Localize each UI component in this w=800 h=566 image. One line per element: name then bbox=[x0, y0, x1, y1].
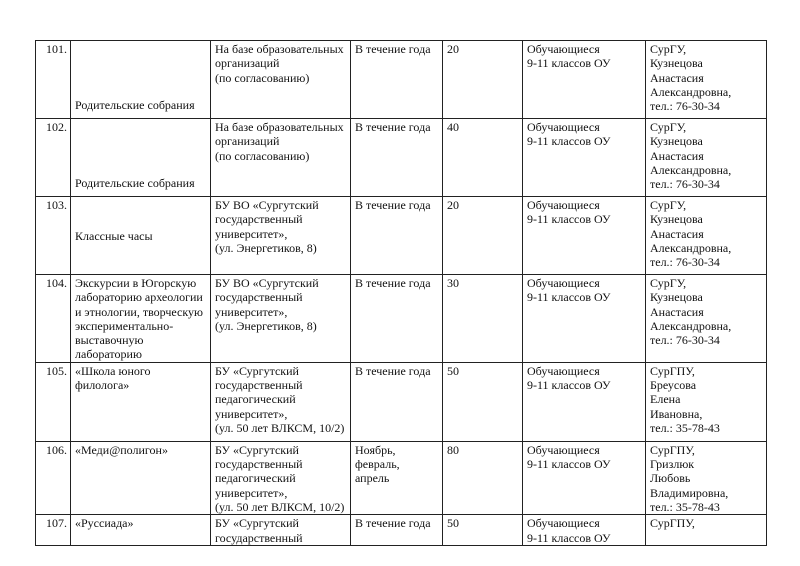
event-date: В течение года bbox=[351, 362, 443, 441]
responsible: СурГУ, Кузнецова Анастасия Александровна, тел.: 76-30-34 bbox=[646, 41, 767, 119]
event-date: В течение года bbox=[351, 119, 443, 197]
events-table bbox=[35, 40, 767, 546]
row-number: 103. bbox=[36, 197, 71, 275]
event-name: «Руссиада» bbox=[71, 515, 211, 546]
participants: Обучающиеся 9-11 классов ОУ bbox=[523, 41, 646, 119]
event-name: «Школа юного филолога» bbox=[71, 362, 211, 441]
row-number: 107. bbox=[36, 515, 71, 546]
table-row bbox=[36, 41, 767, 119]
participant-count: 30 bbox=[443, 275, 523, 363]
participant-count: 50 bbox=[443, 515, 523, 546]
event-date: В течение года bbox=[351, 41, 443, 119]
event-place: БУ «Сургутский государственный педагогический университет», (ул. 50 лет ВЛКСМ, 10/2) bbox=[211, 362, 351, 441]
event-place: На базе образовательных организаций (по согласованию) bbox=[211, 41, 351, 119]
event-name: Классные часы bbox=[71, 197, 211, 275]
participant-count: 40 bbox=[443, 119, 523, 197]
row-number: 105. bbox=[36, 362, 71, 441]
participants: Обучающиеся 9-11 классов ОУ bbox=[523, 441, 646, 514]
participants: Обучающиеся 9-11 классов ОУ bbox=[523, 515, 646, 546]
row-number: 101. bbox=[36, 41, 71, 119]
table-row bbox=[36, 275, 767, 363]
event-name: Родительские собрания bbox=[71, 41, 211, 119]
row-number: 102. bbox=[36, 119, 71, 197]
responsible: СурГУ, Кузнецова Анастасия Александровна, тел.: 76-30-34 bbox=[646, 197, 767, 275]
event-name: Экскурсии в Югорскую лабораторию археологии и этнологии, творческую экспериментально- выставочную лабораторию bbox=[71, 275, 211, 363]
event-date: В течение года bbox=[351, 275, 443, 363]
table-row bbox=[36, 119, 767, 197]
participants: Обучающиеся 9-11 классов ОУ bbox=[523, 275, 646, 363]
event-date: В течение года bbox=[351, 515, 443, 546]
event-place: БУ «Сургутский государственный bbox=[211, 515, 351, 546]
responsible: СурГПУ, Гризлюк Любовь Владимировна, тел.: 35-78-43 bbox=[646, 441, 767, 514]
table-row bbox=[36, 362, 767, 441]
participant-count: 80 bbox=[443, 441, 523, 514]
row-number: 106. bbox=[36, 441, 71, 514]
event-place: БУ ВО «Сургутский государственный университет», (ул. Энергетиков, 8) bbox=[211, 197, 351, 275]
participants: Обучающиеся 9-11 классов ОУ bbox=[523, 119, 646, 197]
event-name: Родительские собрания bbox=[71, 119, 211, 197]
participant-count: 50 bbox=[443, 362, 523, 441]
responsible: СурГУ, Кузнецова Анастасия Александровна, тел.: 76-30-34 bbox=[646, 119, 767, 197]
responsible: СурГПУ, Бреусова Елена Ивановна, тел.: 35-78-43 bbox=[646, 362, 767, 441]
event-place: БУ ВО «Сургутский государственный университет», (ул. Энергетиков, 8) bbox=[211, 275, 351, 363]
participants: Обучающиеся 9-11 классов ОУ bbox=[523, 197, 646, 275]
event-place: БУ «Сургутский государственный педагогический университет», (ул. 50 лет ВЛКСМ, 10/2) bbox=[211, 441, 351, 514]
row-number: 104. bbox=[36, 275, 71, 363]
participant-count: 20 bbox=[443, 41, 523, 119]
table-row bbox=[36, 441, 767, 514]
event-date: В течение года bbox=[351, 197, 443, 275]
event-name: «Меди@полигон» bbox=[71, 441, 211, 514]
responsible: СурГПУ, bbox=[646, 515, 767, 546]
table-row bbox=[36, 515, 767, 546]
event-place: На базе образовательных организаций (по согласованию) bbox=[211, 119, 351, 197]
event-date: Ноябрь, февраль, апрель bbox=[351, 441, 443, 514]
participant-count: 20 bbox=[443, 197, 523, 275]
participants: Обучающиеся 9-11 классов ОУ bbox=[523, 362, 646, 441]
responsible: СурГУ, Кузнецова Анастасия Александровна, тел.: 76-30-34 bbox=[646, 275, 767, 363]
table-row bbox=[36, 197, 767, 275]
